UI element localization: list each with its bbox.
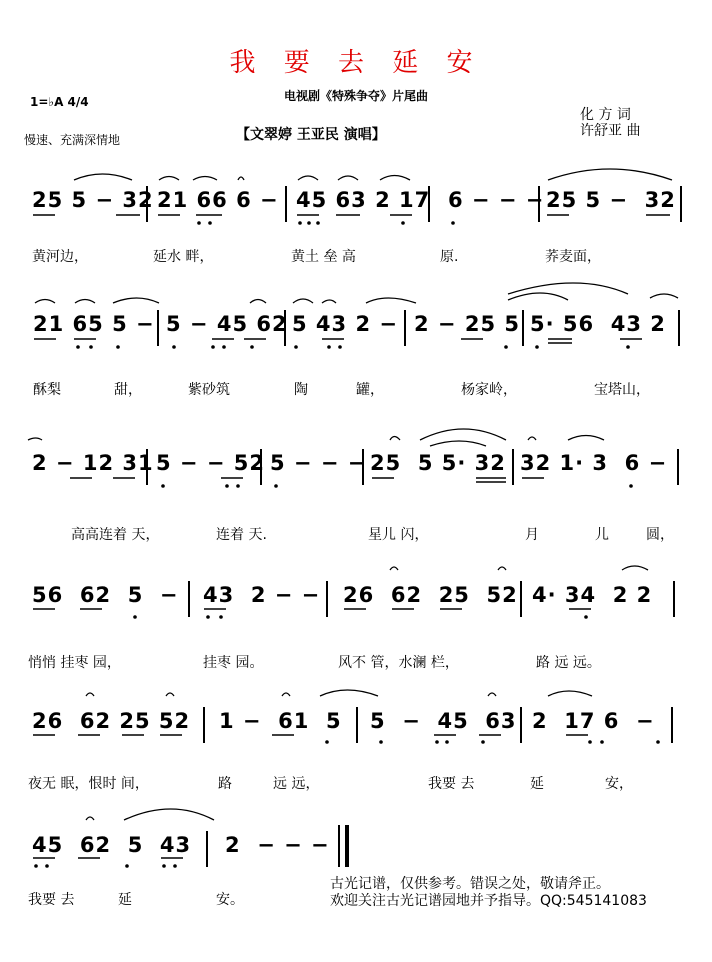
- measure-notes: 25 5 − 32: [546, 188, 676, 212]
- barline: [188, 581, 190, 617]
- key-signature: 1=♭A 4/4: [30, 95, 89, 109]
- measure-notes: 2 − − −: [225, 833, 330, 857]
- lyric: 我要 去: [28, 892, 75, 908]
- barline: [520, 707, 522, 743]
- measure-notes: 26 62 25 52: [343, 583, 518, 607]
- measure-notes: 32 1· 3 6 −: [520, 451, 668, 475]
- measure-notes: 5 43 2 −: [292, 312, 398, 336]
- measure-notes: 56 62 5 −: [32, 583, 179, 607]
- measure-notes: 45 62 5 43: [32, 833, 192, 857]
- barline: [678, 310, 680, 346]
- measure-notes: 2 17 6 −: [532, 709, 655, 733]
- lyric: 连着 天.: [216, 527, 267, 543]
- measure-notes: 6 − − −: [448, 188, 545, 212]
- measure-notes: 21 66 6 −: [157, 188, 279, 212]
- lyric: 路: [218, 776, 232, 792]
- lyric: 宝塔山，: [594, 382, 650, 398]
- final-barline-thick: [345, 825, 349, 867]
- lyric: 圆，: [646, 527, 674, 543]
- lyric: 风不 管，水澜 栏，: [338, 655, 459, 671]
- measure-notes: 5 − − −: [270, 451, 367, 475]
- barline: [677, 449, 679, 485]
- barline: [285, 186, 287, 222]
- lyric: 安，: [605, 776, 633, 792]
- measure-notes: 5· 56 43 2: [530, 312, 666, 336]
- final-barline-thin: [338, 825, 340, 867]
- measure-notes: 43 2 − −: [203, 583, 321, 607]
- score-row-4: [0, 583, 712, 643]
- lyric: 远 远，: [273, 776, 320, 792]
- measure-notes: 4· 34 2 2: [532, 583, 653, 607]
- measure-notes: 25 5 5· 32: [370, 451, 506, 475]
- lyric: 延: [530, 776, 544, 792]
- barline: [206, 831, 208, 867]
- lyric: 夜无 眠，恨时 间，: [28, 776, 149, 792]
- barline: [157, 310, 159, 346]
- barline: [404, 310, 406, 346]
- lyricist-credit: 化 方 词: [580, 107, 631, 123]
- measure-notes: 1 − 61 5: [219, 709, 342, 733]
- measure-notes: 2 − 25 5: [414, 312, 520, 336]
- song-subtitle: 电视剧《特殊争夺》片尾曲: [283, 89, 428, 103]
- lyric: 星儿 闪，: [368, 527, 429, 543]
- barline: [520, 581, 522, 617]
- barline: [326, 581, 328, 617]
- lyric: 月: [525, 527, 539, 543]
- lyric: 悄悄 挂枣 园，: [28, 655, 121, 671]
- footer-note: [330, 876, 647, 910]
- score-row-5: [0, 709, 712, 769]
- lyric: 安。: [216, 892, 244, 908]
- footer-line-1: 古光记谱，仅供参考。错误之处，敬请斧正。: [330, 876, 610, 892]
- measure-notes: 2 − 12 31: [32, 451, 154, 475]
- lyric: 挂枣 园。: [203, 655, 264, 671]
- barline: [522, 310, 524, 346]
- lyric: 路 远 远。: [536, 655, 601, 671]
- lyric: 黄河边，: [32, 249, 88, 265]
- measure-notes: 21 65 5 −: [33, 312, 155, 336]
- barline: [671, 707, 673, 743]
- lyric: 甜，: [114, 382, 142, 398]
- measure-notes: 5 − 45 62: [166, 312, 288, 336]
- lyric: 罐，: [356, 382, 384, 398]
- measure-notes: 5 − 45 63: [370, 709, 517, 733]
- lyric: 延: [118, 892, 132, 908]
- measure-notes: 45 63 2 17: [296, 188, 431, 212]
- lyric: 黄土 垒 高: [291, 249, 356, 265]
- lyric: 杨家岭，: [461, 382, 517, 398]
- lyric: 酥梨: [33, 382, 61, 398]
- lyric: 我要 去: [428, 776, 475, 792]
- score-row-3: [0, 451, 712, 511]
- lyric: 陶: [294, 382, 308, 398]
- lyric: 高高连着 天，: [71, 527, 160, 543]
- measure-notes: 26 62 25 52: [32, 709, 191, 733]
- barline: [680, 186, 682, 222]
- lyric: 延水 畔，: [153, 249, 214, 265]
- measure-notes: 25 5 − 32: [32, 188, 154, 212]
- singers: 【文翠婷 王亚民 演唱】: [236, 127, 386, 143]
- credits: [580, 107, 640, 139]
- footer-line-2: 欢迎关注古光记谱园地并予指导。QQ:545141083: [330, 893, 647, 909]
- measure-notes: 5 − − 52: [156, 451, 265, 475]
- lyric: 紫砂筑: [188, 382, 230, 398]
- tempo-marking: 慢速、充满深情地: [24, 133, 121, 147]
- score-row-2: [0, 312, 712, 372]
- barline: [203, 707, 205, 743]
- lyric: 儿: [595, 527, 609, 543]
- barline: [673, 581, 675, 617]
- song-title: 我 要 去 延 安: [229, 48, 483, 78]
- barline: [356, 707, 358, 743]
- barline: [512, 449, 514, 485]
- composer-credit: 许舒亚 曲: [580, 123, 641, 139]
- lyric: 原.: [440, 249, 459, 265]
- lyric: 荞麦面，: [545, 249, 601, 265]
- score-row-1: [0, 188, 712, 248]
